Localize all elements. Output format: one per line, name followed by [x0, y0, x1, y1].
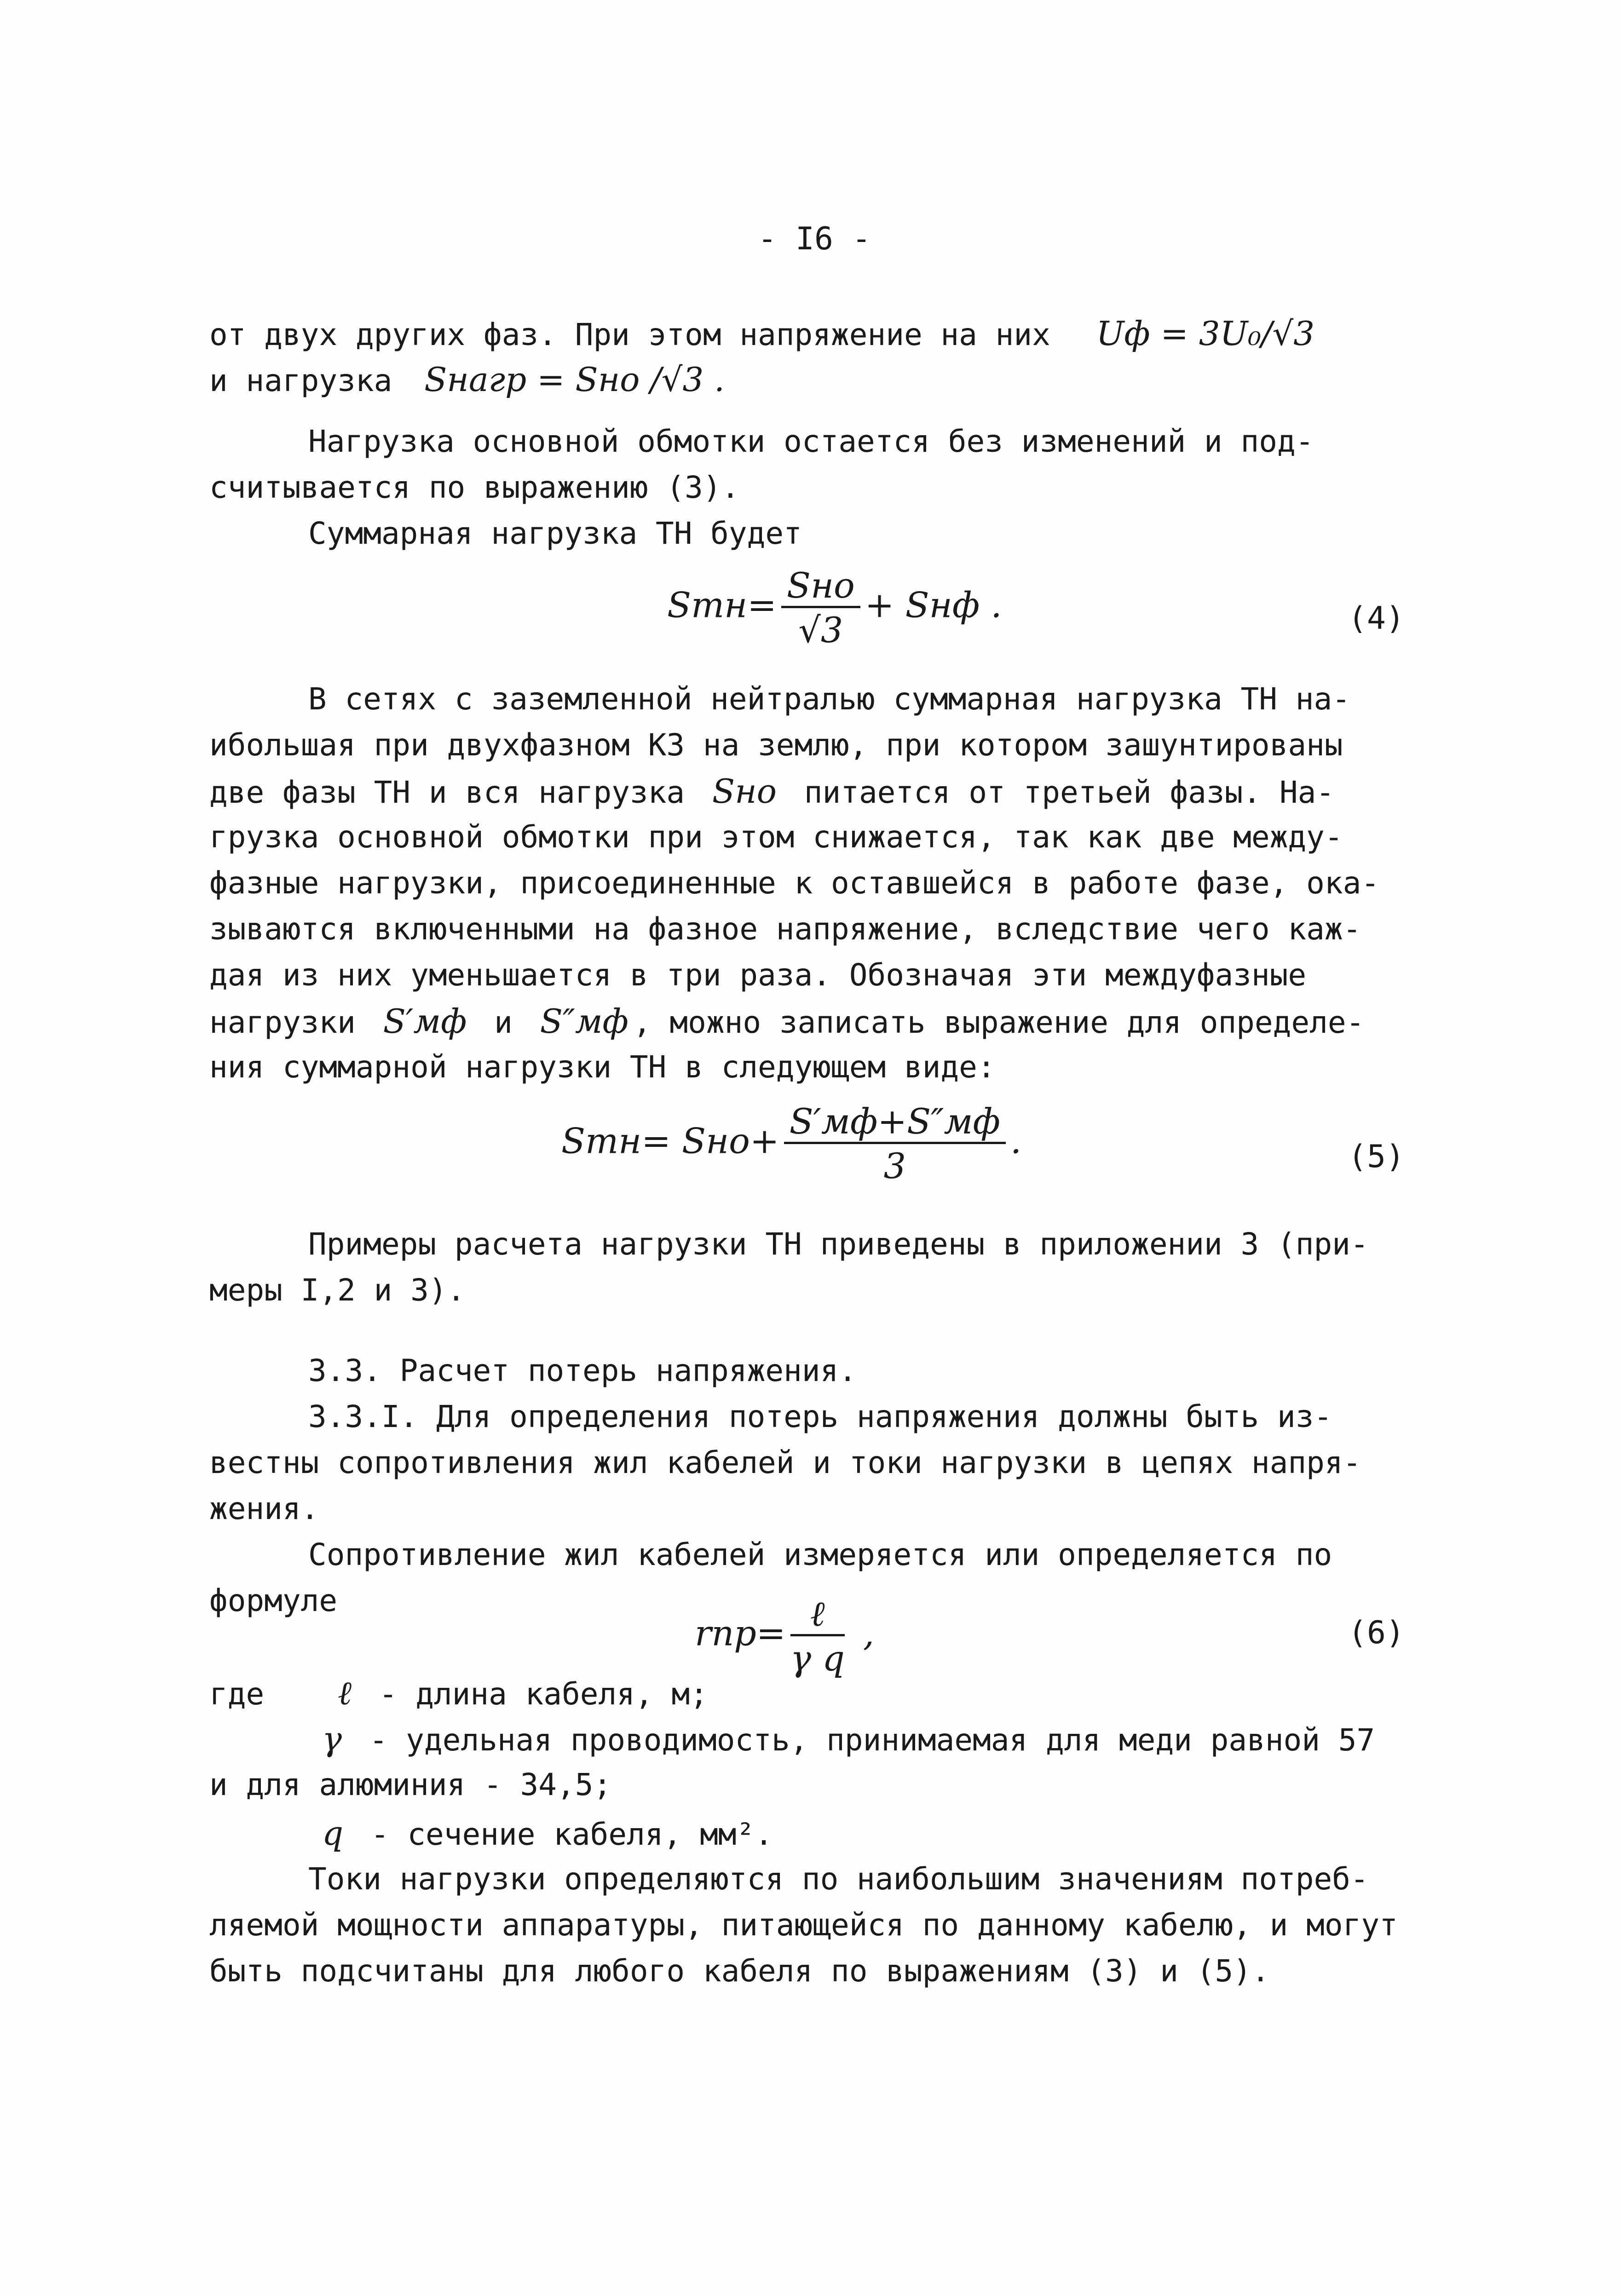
formula-4	[667, 565, 1002, 650]
definition-length	[209, 1670, 708, 1717]
formula-6-lhs: rпр=	[695, 1612, 786, 1654]
paragraph-5-line-2: меры I,2 и 3).	[209, 1272, 466, 1308]
formula-6-fraction	[790, 1593, 845, 1679]
definition-gamma-text: - удельная проводимость, принимаемая для меди равной 57	[369, 1722, 1375, 1758]
closing-line-3: быть подсчитаны для любого кабеля по выражениям (3) и (5).	[209, 1953, 1270, 1989]
paragraph-4-inline-s1: S′мф	[383, 1002, 467, 1041]
formula-6-rhs: ,	[863, 1612, 875, 1654]
definition-gamma-symbol: γ	[322, 1720, 342, 1758]
paragraph-1-line-2-text: и нагрузка	[209, 363, 392, 398]
formula-5	[561, 1101, 1022, 1186]
paragraph-1-line-2	[209, 357, 725, 404]
page-number: - I6 -	[758, 221, 871, 257]
definition-l-symbol: ℓ	[337, 1674, 352, 1712]
paragraph-4-inline-sno: Sно	[712, 772, 777, 811]
paragraph-4-line-4: грузка основной обмотки при этом снижается, так как две между-	[209, 819, 1343, 855]
formula-5-lhs: Sтн= Sно+	[561, 1120, 779, 1162]
paragraph-4-line-6: зываются включенными на фазное напряжение, вследствие чего каж-	[209, 911, 1361, 947]
paragraph-4-line-3-end: питается от третьей фазы. На-	[804, 775, 1335, 810]
paragraph-4-line-7: дая из них уменьшается в три раза. Обозначая эти междуфазные	[209, 957, 1307, 993]
formula-6-number: (6)	[1348, 1615, 1405, 1651]
definition-l-text: - длина кабеля, м;	[379, 1676, 708, 1712]
formula-5-number: (5)	[1348, 1139, 1405, 1175]
paragraph-1-line-1-text: от двух других фаз. При этом напряжение на них	[209, 317, 1050, 352]
paragraph-5-line-1: Примеры расчета нагрузки ТН приведены в приложении 3 (при-	[308, 1226, 1369, 1262]
section-line-3: жения.	[209, 1491, 319, 1526]
paragraph-3-line-1: Суммарная нагрузка ТН будет	[308, 516, 802, 551]
formula-5-denominator: 3	[883, 1145, 906, 1186]
paragraph-4-line-3-start: две фазы ТН и вся нагрузка	[209, 775, 685, 810]
paragraph-1-line-1-formula: Uф = 3U₀/√3	[1096, 314, 1315, 353]
paragraph-4-line-2: ибольшая при двухфазном КЗ на землю, при котором зашунтированы	[209, 727, 1343, 763]
paragraph-4-line-8-and: и	[494, 1005, 513, 1040]
formula-5-fraction	[784, 1101, 1006, 1186]
paragraph-6-line-1: Сопротивление жил кабелей измеряется или определяется по	[308, 1537, 1332, 1572]
closing-line-2: ляемой мощности аппаратуры, питающейся по данному кабелю, и могут	[209, 1907, 1398, 1943]
paragraph-2-line-2: считывается по выражению (3).	[209, 470, 740, 505]
definition-section	[322, 1810, 773, 1858]
section-heading: 3.3. Расчет потерь напряжения.	[308, 1353, 857, 1388]
formula-4-fraction	[781, 565, 860, 650]
definition-q-symbol: q	[322, 1814, 344, 1853]
definition-where-label: где	[209, 1676, 265, 1712]
formula-5-rhs: .	[1010, 1120, 1022, 1162]
formula-4-lhs: Sтн=	[667, 584, 777, 626]
paragraph-6-line-2: формуле	[209, 1583, 338, 1618]
paragraph-4-line-3	[209, 768, 1334, 816]
definition-gamma	[322, 1716, 1375, 1763]
paragraph-4-line-9: ния суммарной нагрузки ТН в следующем виде:	[209, 1049, 996, 1085]
formula-4-number: (4)	[1348, 600, 1405, 637]
formula-6	[695, 1593, 875, 1679]
formula-4-rhs: + Sнф .	[865, 584, 1002, 626]
formula-4-denominator: √3	[798, 610, 843, 650]
definition-q-text: - сечение кабеля, мм².	[370, 1817, 773, 1852]
section-line-1: 3.3.I. Для определения потерь напряжения должны быть из-	[308, 1399, 1332, 1434]
paragraph-4-line-8-end: , можно записать выражение для определе-	[633, 1005, 1365, 1040]
paragraph-4-line-5: фазные нагрузки, присоединенные к оставшейся в работе фазе, ока-	[209, 865, 1380, 901]
paragraph-4-line-8-start: нагрузки	[209, 1005, 356, 1040]
formula-6-denominator: γ q	[790, 1638, 845, 1679]
paragraph-1-line-1	[209, 311, 1314, 358]
paragraph-1-line-2-formula: Sнагр = Sно /√3 .	[424, 360, 725, 399]
formula-6-numerator: ℓ	[790, 1596, 845, 1636]
definition-gamma-line-2: и для алюминия - 34,5;	[209, 1767, 612, 1802]
formula-5-numerator: S′мф+S″мф	[784, 1104, 1006, 1144]
formula-4-numerator: Sно	[781, 568, 860, 608]
paragraph-4-line-8	[209, 998, 1364, 1046]
paragraph-2-line-1: Нагрузка основной обмотки остается без изменений и под-	[308, 424, 1314, 459]
paragraph-4-inline-s2: S″мф	[540, 1002, 628, 1041]
paragraph-4-line-1: В сетях с заземленной нейтралью суммарная нагрузка ТН на-	[308, 681, 1350, 717]
section-line-2: вестны сопротивления жил кабелей и токи нагрузки в цепях напря-	[209, 1445, 1361, 1480]
closing-line-1: Токи нагрузки определяются по наибольшим значениям потреб-	[308, 1861, 1369, 1897]
